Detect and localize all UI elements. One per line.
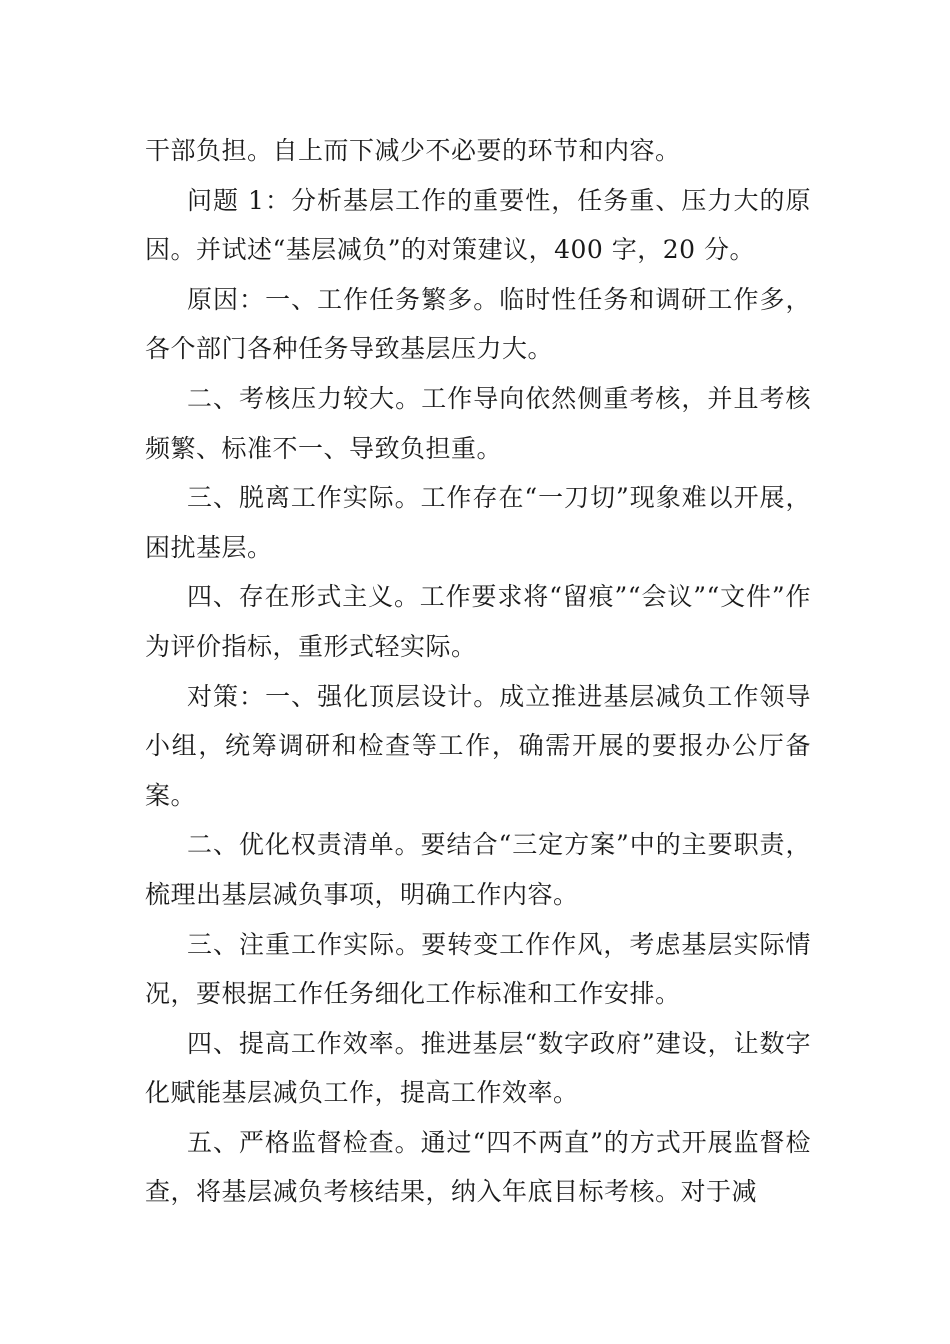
document-body: [145, 126, 811, 1217]
paragraph-measure-5: 五、严格监督检查。通过“四不两直”的方式开展监督检查，将基层减负考核结果，纳入年底目标考核。对于减: [145, 1127, 811, 1207]
paragraph-reason-4: 四、存在形式主义。工作要求将“留痕”“会议”“文件”作为评价指标，重形式轻实际。: [145, 582, 811, 661]
paragraph-measure-1: 对策：一、强化顶层设计。成立推进基层减负工作领导小组，统筹调研和检查等工作，确需开展的要报办公厅备案。: [145, 681, 811, 810]
paragraph-reason-1: 原因：一、工作任务繁多。临时性任务和调研工作多，各个部门各种任务导致基层压力大。: [145, 284, 811, 364]
paragraph-measure-2: 二、优化权责清单。要结合“三定方案”中的主要职责，梳理出基层减负事项，明确工作内容。: [145, 830, 811, 909]
paragraph-reason-3: 三、脱离工作实际。工作存在“一刀切”现象难以开展，困扰基层。: [145, 483, 811, 562]
paragraph-measure-4: 四、提高工作效率。推进基层“数字政府”建设，让数字化赋能基层减负工作，提高工作效率。: [145, 1028, 811, 1108]
paragraph-continuation: 干部负担。自上而下减少不必要的环节和内容。: [145, 136, 681, 165]
paragraph-question-1: 问题 1：分析基层工作的重要性，任务重、压力大的原因。并试述“基层减负”的对策建议，400 字，20 分。: [145, 185, 811, 265]
paragraph-reason-2: 二、考核压力较大。工作导向依然侧重考核，并且考核频繁、标准不一、导致负担重。: [145, 383, 811, 463]
paragraph-measure-3: 三、注重工作实际。要转变工作作风，考虑基层实际情况，要根据工作任务细化工作标准和工作安排。: [145, 929, 811, 1009]
